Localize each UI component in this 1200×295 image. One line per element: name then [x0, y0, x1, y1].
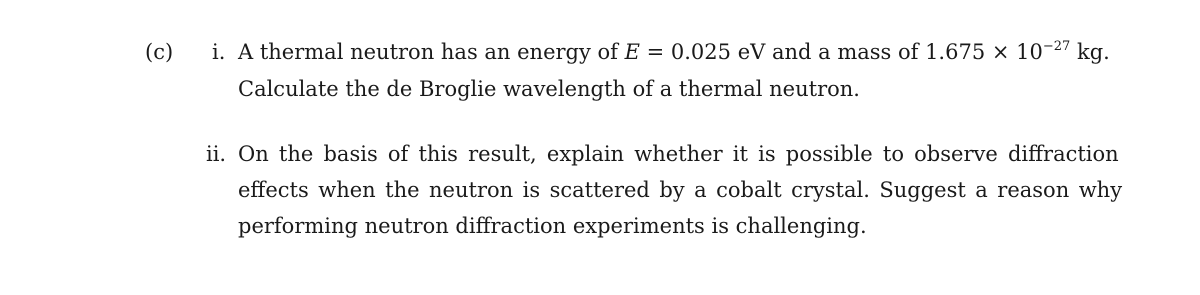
subquestion-line: On the basis of this result, explain whether it is possible to observe diffraction	[238, 142, 1119, 166]
subquestion-line: performing neutron diffraction experiments is challenging.	[238, 214, 867, 238]
part-label: (c)	[145, 40, 174, 64]
subquestion-number: i.	[212, 40, 226, 64]
subquestion-line: effects when the neutron is scattered by a cobalt crystal. Suggest a reason why	[238, 178, 1123, 202]
text-segment: = 0.025 eV and a mass of 1.675 × 10	[639, 40, 1043, 64]
subquestion-number: ii.	[206, 142, 227, 166]
text-segment: A thermal neutron has an energy of	[238, 40, 625, 64]
math-symbol-energy: E	[624, 40, 640, 64]
subquestion-line: Calculate the de Broglie wavelength of a thermal neutron.	[238, 77, 860, 101]
unit: kg.	[1070, 40, 1110, 64]
exponent: −27	[1042, 39, 1071, 54]
subquestion-line	[238, 40, 1110, 64]
